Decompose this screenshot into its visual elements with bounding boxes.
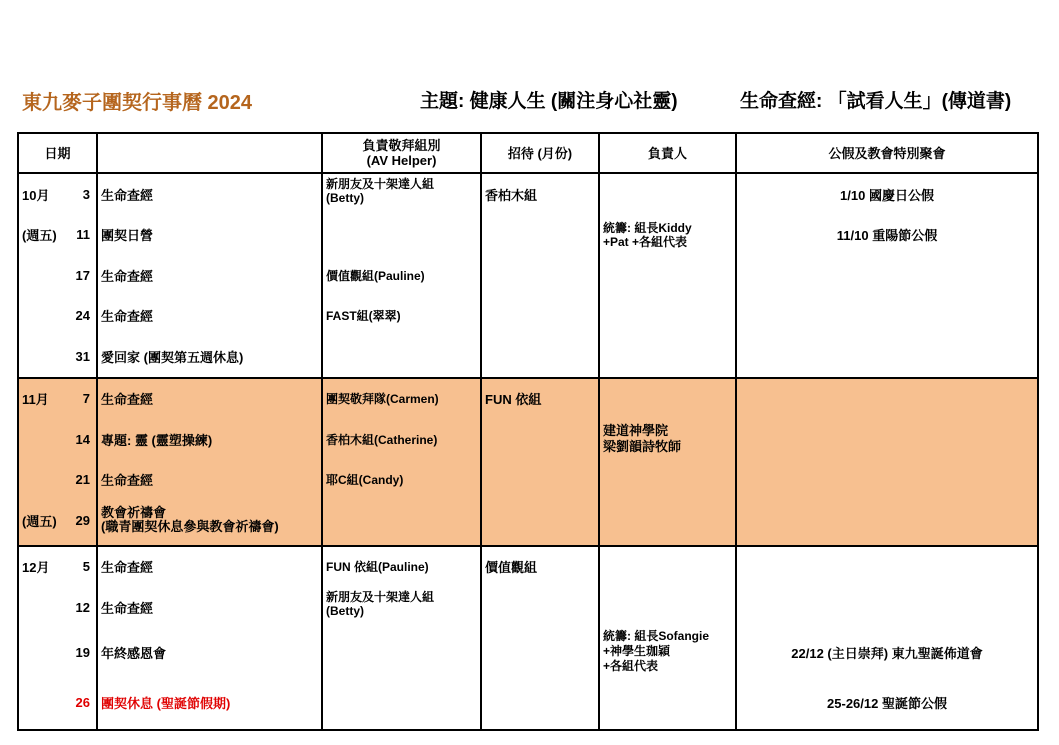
col-host: 招待 (月份)	[481, 133, 599, 173]
day-number: 3	[82, 186, 90, 202]
table-row	[19, 678, 96, 728]
nov-leader	[599, 378, 736, 546]
table-row	[19, 296, 96, 337]
day-number: 5	[82, 559, 90, 575]
event-cell: 生命查經	[101, 392, 154, 408]
dec-worship	[322, 546, 481, 730]
table-row	[19, 379, 96, 420]
schedule-table	[17, 132, 1039, 731]
dec-holidays	[736, 546, 1038, 730]
title-bar	[22, 86, 1037, 116]
leader-cell: 建道神學院 梁劉韻詩牧師	[603, 423, 682, 454]
table-row	[19, 174, 96, 215]
nov-host	[481, 378, 599, 546]
holiday-item: 22/12 (主日崇拜) 東九聖誕佈道會	[791, 646, 983, 661]
worship-cell: 團契敬拜隊(Carmen)	[326, 392, 439, 407]
event-cell: 團契日營	[101, 228, 154, 244]
table-row	[19, 587, 96, 628]
col-holidays: 公假及教會特別聚會	[736, 133, 1038, 173]
day-number: 17	[75, 267, 90, 283]
worship-cell	[323, 215, 480, 256]
month-label: 11月	[22, 392, 49, 408]
col-worship: 負責敬拜組別 (AV Helper)	[322, 133, 481, 173]
day-number: 21	[75, 472, 90, 488]
weekday-label: (週五)	[22, 513, 57, 529]
calendar-title: 東九麥子團契行事曆 2024	[22, 92, 253, 114]
event-cell: 愛回家 (團契第五週休息)	[101, 349, 244, 365]
worship-cell: FAST組(翠翠)	[326, 309, 401, 324]
worship-cell: 耶C組(Candy)	[326, 473, 404, 488]
oct-worship	[322, 173, 481, 378]
month-label: 12月	[22, 560, 50, 576]
december-section	[18, 546, 1038, 730]
day-number: 14	[75, 431, 90, 447]
event-cell: 生命查經	[101, 187, 154, 203]
nov-dates	[18, 378, 97, 546]
worship-cell: FUN 依組(Pauline)	[326, 560, 429, 575]
oct-leader	[599, 173, 736, 378]
dec-dates	[18, 546, 97, 730]
dec-leader	[599, 546, 736, 730]
nov-events	[97, 378, 322, 546]
day-number: 12	[75, 599, 90, 615]
table-row	[19, 336, 96, 377]
theme-heading: 主題: 健康人生 (關注身心社靈)	[420, 91, 678, 112]
event-cell: 生命查經	[101, 473, 154, 489]
day-number: 29	[75, 512, 90, 528]
table-row	[19, 255, 96, 296]
oct-holidays	[736, 173, 1038, 378]
holiday-item: 1/10 國慶日公假	[840, 187, 934, 203]
header-row	[18, 133, 1038, 173]
oct-dates	[18, 173, 97, 378]
month-label: 10月	[22, 187, 50, 203]
worship-cell: 香柏木組(Catherine)	[326, 432, 438, 447]
event-cell: 年終感恩會	[101, 646, 167, 661]
event-cell: 生命查經	[101, 268, 154, 284]
leader-cell: 統籌: 組長Kiddy +Pat +各組代表	[603, 220, 692, 249]
weekday-label: (週五)	[22, 228, 57, 244]
col-leader: 負責人	[599, 133, 736, 173]
worship-cell	[323, 336, 480, 377]
nov-worship	[322, 378, 481, 546]
dec-events	[97, 546, 322, 730]
event-cell: 專題: 靈 (靈塑操練)	[101, 432, 213, 448]
worship-cell: 新朋友及十架達人組 (Betty)	[326, 590, 435, 618]
table-row	[19, 215, 96, 256]
day-number: 7	[82, 391, 90, 407]
day-number: 11	[76, 227, 90, 243]
col-date: 日期	[18, 133, 97, 173]
worship-cell: 價值觀組(Pauline)	[326, 268, 425, 283]
life-study-heading: 生命查經: 「試看人生」(傳道書)	[740, 91, 1012, 112]
dec-host	[481, 546, 599, 730]
day-number: 26	[75, 695, 90, 710]
event-cell: 團契休息 (聖誕節假期)	[101, 696, 231, 711]
day-number: 24	[75, 308, 90, 324]
table-row	[19, 419, 96, 460]
col-event	[97, 133, 322, 173]
table-row	[19, 500, 96, 541]
worship-cell: 新朋友及十架達人組 (Betty)	[326, 177, 435, 205]
table-row	[19, 460, 96, 501]
table-row	[19, 628, 96, 678]
host-cell: FUN 依組	[485, 392, 542, 408]
november-section	[18, 378, 1038, 546]
table-row	[19, 547, 96, 588]
oct-host	[481, 173, 599, 378]
holiday-item: 25-26/12 聖誕節公假	[827, 696, 947, 711]
oct-events	[97, 173, 322, 378]
event-cell: 生命查經	[101, 600, 154, 616]
host-cell: 價值觀組	[485, 560, 538, 576]
event-cell: 教會祈禱會 (職青團契休息參與教會祈禱會)	[101, 505, 279, 535]
leader-cell: 統籌: 組長Sofangie +神學生珈穎 +各組代表	[603, 629, 710, 673]
host-cell: 香柏木組	[485, 187, 538, 203]
day-number: 31	[75, 348, 90, 364]
october-section	[18, 173, 1038, 378]
nov-holidays	[736, 378, 1038, 546]
event-cell: 生命查經	[101, 309, 154, 325]
day-number: 19	[75, 645, 90, 660]
event-cell: 生命查經	[101, 560, 154, 576]
holiday-item: 11/10 重陽節公假	[836, 228, 938, 244]
